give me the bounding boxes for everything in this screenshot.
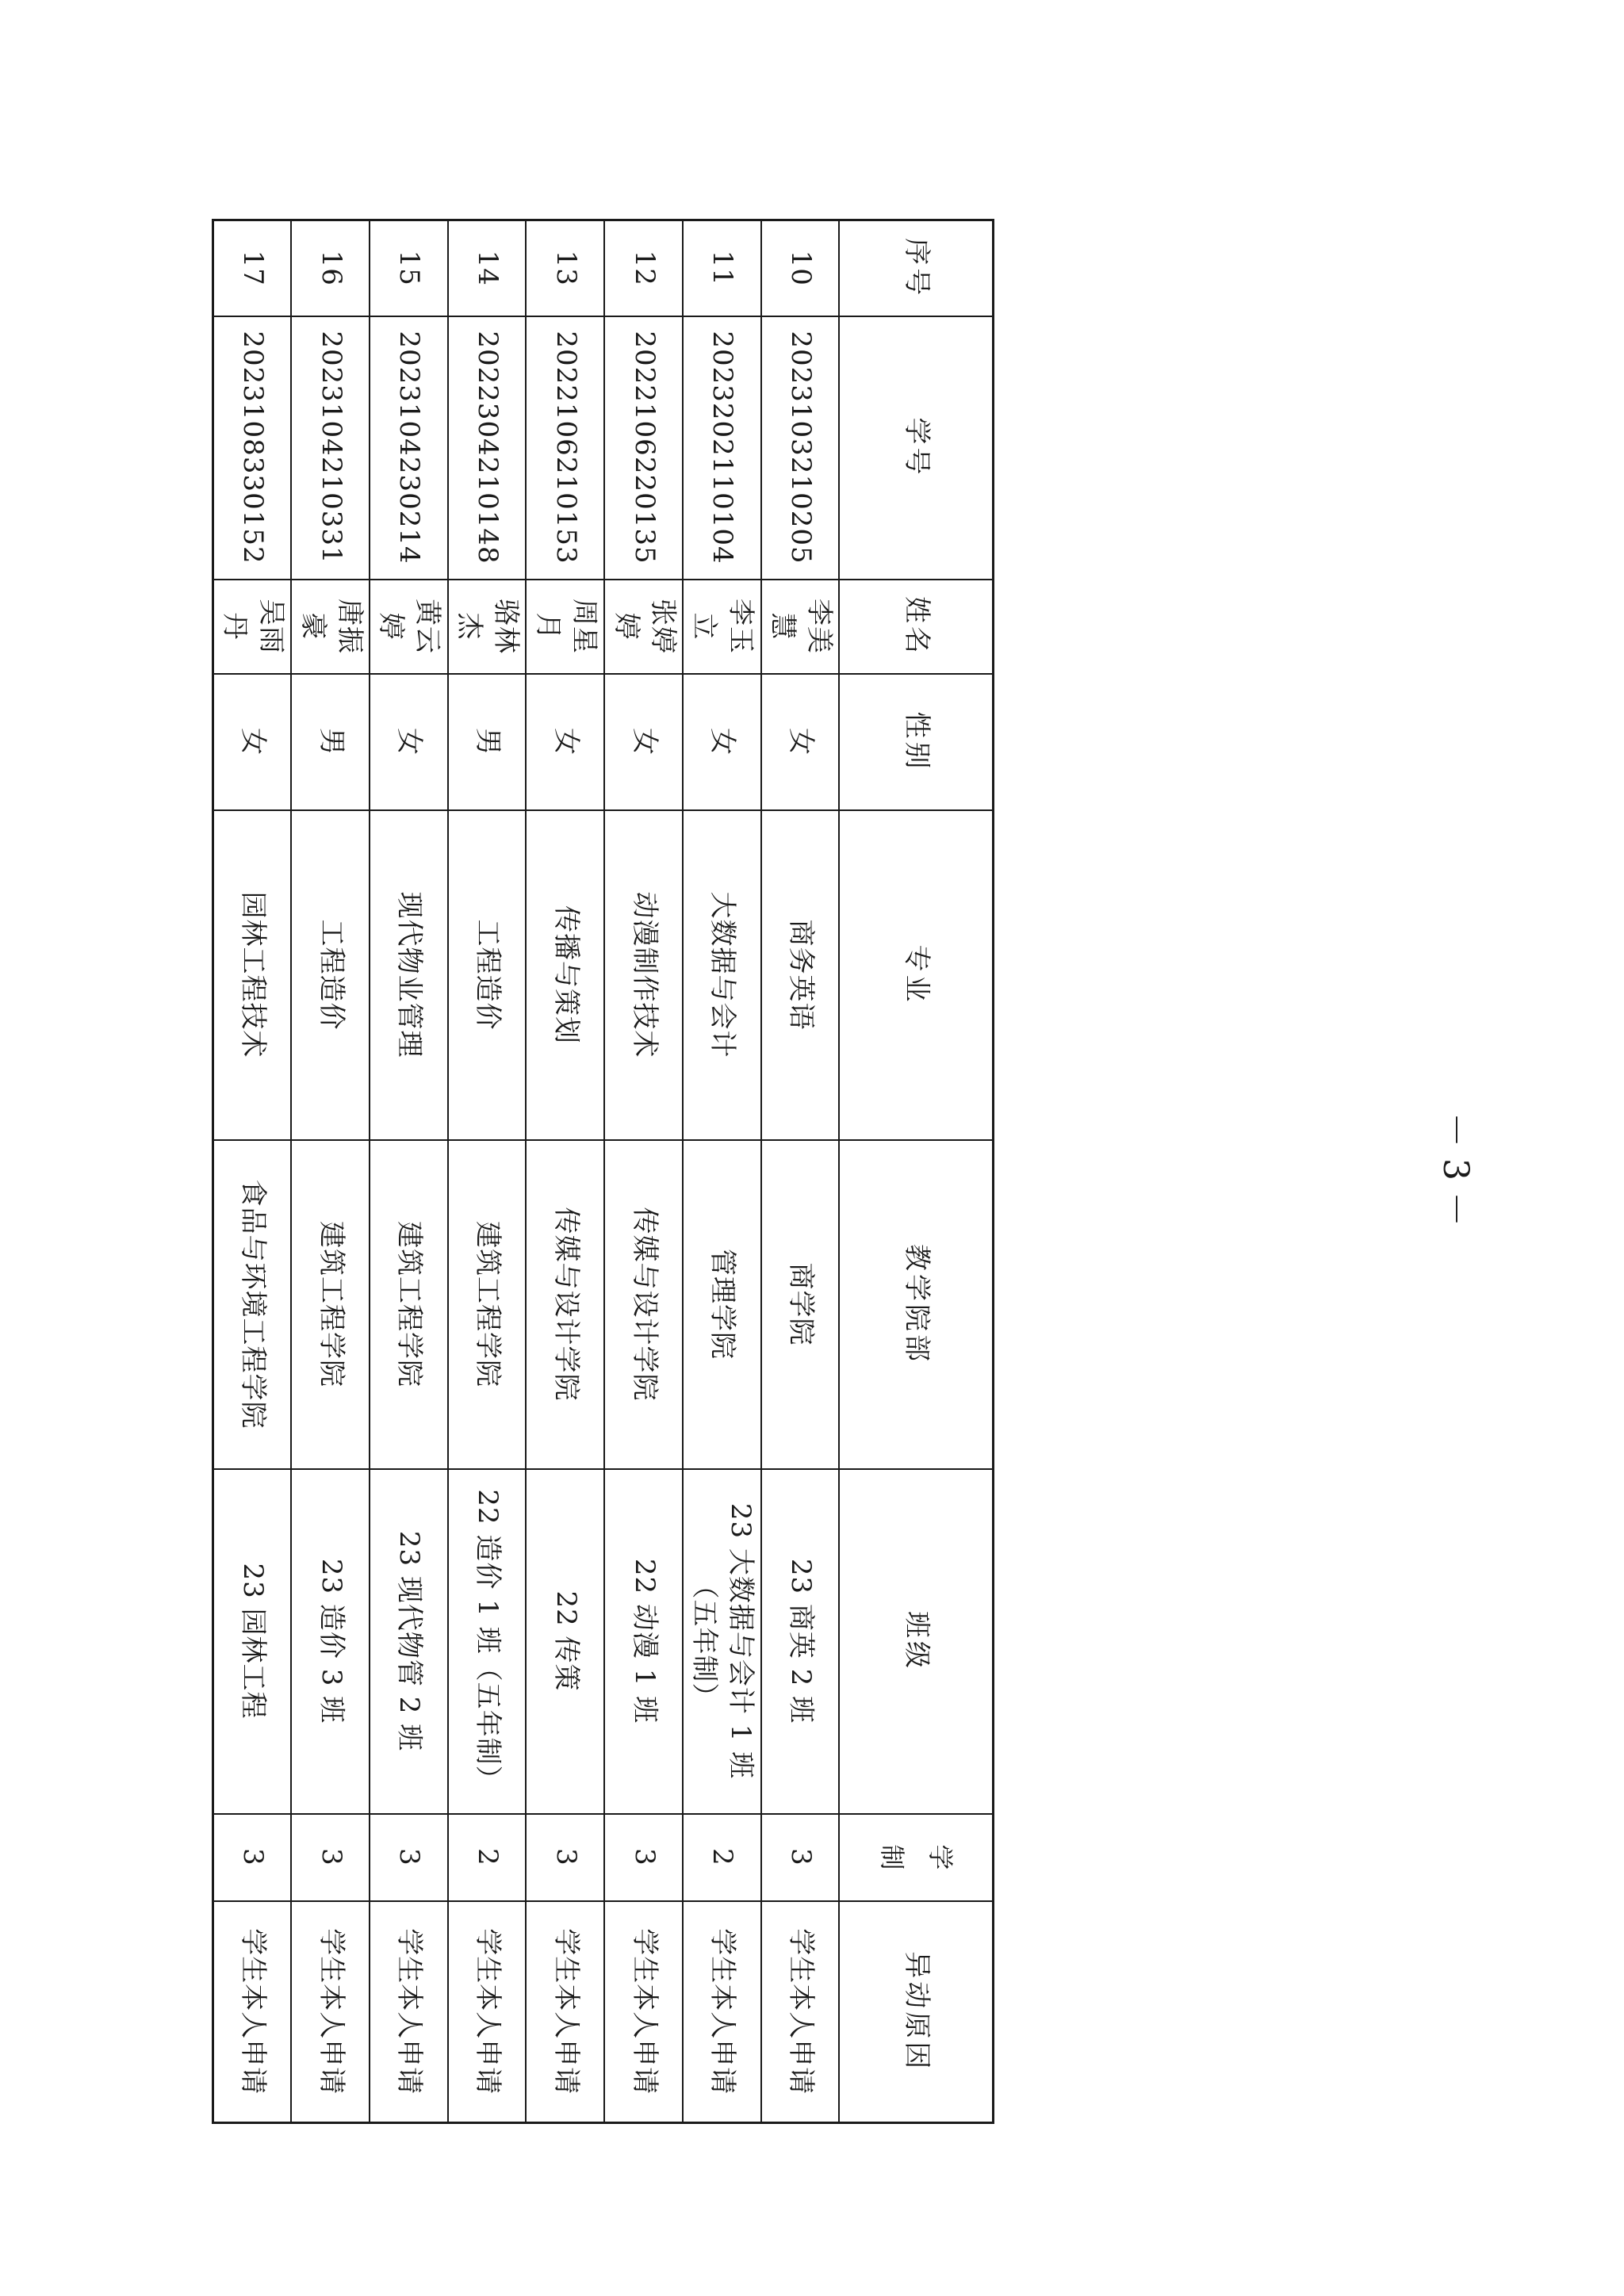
table-row (761, 220, 840, 2123)
cell-class: 22 传策 (527, 1469, 605, 1814)
cell-major: 园林工程技术 (213, 810, 292, 1140)
table-header-row (840, 220, 994, 2123)
cell-xuezhi: 2 (683, 1814, 761, 1901)
header-gender: 性别 (840, 674, 994, 810)
cell-xuezhi: 3 (527, 1814, 605, 1901)
cell-department: 建筑工程学院 (448, 1140, 527, 1469)
cell-seq: 13 (527, 220, 605, 316)
cell-xuezhi: 3 (213, 1814, 292, 1901)
table-body (213, 220, 840, 2123)
cell-name: 唐振豪 (291, 580, 370, 674)
cell-seq: 12 (604, 220, 683, 316)
cell-xuezhi: 3 (291, 1814, 370, 1901)
header-xuezhi-char-1: 学 (925, 1844, 956, 1870)
cell-department: 传媒与设计学院 (527, 1140, 605, 1469)
cell-student-id: 2023108330152 (213, 316, 292, 580)
cell-name: 李美慧 (761, 580, 840, 674)
cell-class: 23 商英 2 班 (761, 1469, 840, 1814)
cell-gender: 女 (370, 674, 448, 810)
header-xuezhi (840, 1814, 994, 1901)
table-row (683, 220, 761, 2123)
header-class: 班级 (840, 1469, 994, 1814)
cell-major: 工程造价 (291, 810, 370, 1140)
header-reason: 异动原因 (840, 1901, 994, 2123)
cell-gender: 男 (291, 674, 370, 810)
cell-reason: 学生本人申请 (683, 1901, 761, 2123)
cell-seq: 11 (683, 220, 761, 316)
cell-class: 22 造价 1 班（五年制） (448, 1469, 527, 1814)
header-name: 姓名 (840, 580, 994, 674)
cell-name: 骆林杰 (448, 580, 527, 674)
header-student-id: 学号 (840, 316, 994, 580)
cell-name: 张婷婷 (604, 580, 683, 674)
cell-student-id: 2023202110104 (683, 316, 761, 580)
cell-xuezhi: 3 (761, 1814, 840, 1901)
cell-gender: 女 (761, 674, 840, 810)
cell-department: 商学院 (761, 1140, 840, 1469)
rotated-table-wrapper (214, 219, 994, 2122)
cell-xuezhi: 3 (370, 1814, 448, 1901)
table-row (448, 220, 527, 2123)
cell-class: 23 现代物管 2 班 (370, 1469, 448, 1814)
table-row (527, 220, 605, 2123)
student-change-table (212, 219, 994, 2124)
table-row (291, 220, 370, 2123)
cell-reason: 学生本人申请 (370, 1901, 448, 2123)
cell-student-id: 2023103210205 (761, 316, 840, 580)
page-number: － 3 － (1435, 1112, 1476, 1226)
cell-name: 周星月 (527, 580, 605, 674)
header-xuezhi-char-2: 制 (877, 1844, 908, 1870)
cell-major: 大数据与会计 (683, 810, 761, 1140)
cell-reason: 学生本人申请 (213, 1901, 292, 2123)
cell-gender: 女 (213, 674, 292, 810)
cell-major: 现代物业管理 (370, 810, 448, 1140)
cell-gender: 女 (683, 674, 761, 810)
cell-student-id: 2022106220135 (604, 316, 683, 580)
cell-class: 23 大数据与会计 1 班（五年制） (683, 1469, 761, 1814)
cell-department: 传媒与设计学院 (604, 1140, 683, 1469)
cell-major: 工程造价 (448, 810, 527, 1140)
cell-name: 李玉立 (683, 580, 761, 674)
cell-name: 黄云婷 (370, 580, 448, 674)
table-row (213, 220, 292, 2123)
cell-department: 管理学院 (683, 1140, 761, 1469)
cell-student-id: 2022304210148 (448, 316, 527, 580)
table-row (370, 220, 448, 2123)
cell-major: 传播与策划 (527, 810, 605, 1140)
cell-reason: 学生本人申请 (604, 1901, 683, 2123)
cell-reason: 学生本人申请 (448, 1901, 527, 2123)
cell-major: 商务英语 (761, 810, 840, 1140)
cell-xuezhi: 3 (604, 1814, 683, 1901)
cell-gender: 女 (527, 674, 605, 810)
cell-gender: 女 (604, 674, 683, 810)
cell-name: 吴雨丹 (213, 580, 292, 674)
cell-seq: 15 (370, 220, 448, 316)
cell-xuezhi: 2 (448, 1814, 527, 1901)
cell-student-id: 2023104230214 (370, 316, 448, 580)
cell-seq: 16 (291, 220, 370, 316)
cell-student-id: 2023104210331 (291, 316, 370, 580)
header-major: 专业 (840, 810, 994, 1140)
cell-reason: 学生本人申请 (761, 1901, 840, 2123)
cell-department: 食品与环境工程学院 (213, 1140, 292, 1469)
cell-class: 23 造价 3 班 (291, 1469, 370, 1814)
cell-student-id: 2022106210153 (527, 316, 605, 580)
cell-major: 动漫制作技术 (604, 810, 683, 1140)
cell-department: 建筑工程学院 (370, 1140, 448, 1469)
cell-reason: 学生本人申请 (291, 1901, 370, 2123)
cell-class: 22 动漫 1 班 (604, 1469, 683, 1814)
cell-department: 建筑工程学院 (291, 1140, 370, 1469)
header-department: 教学院部 (840, 1140, 994, 1469)
cell-seq: 17 (213, 220, 292, 316)
header-seq: 序号 (840, 220, 994, 316)
cell-seq: 10 (761, 220, 840, 316)
cell-class: 23 园林工程 (213, 1469, 292, 1814)
cell-seq: 14 (448, 220, 527, 316)
cell-reason: 学生本人申请 (527, 1901, 605, 2123)
table-row (604, 220, 683, 2123)
cell-gender: 男 (448, 674, 527, 810)
